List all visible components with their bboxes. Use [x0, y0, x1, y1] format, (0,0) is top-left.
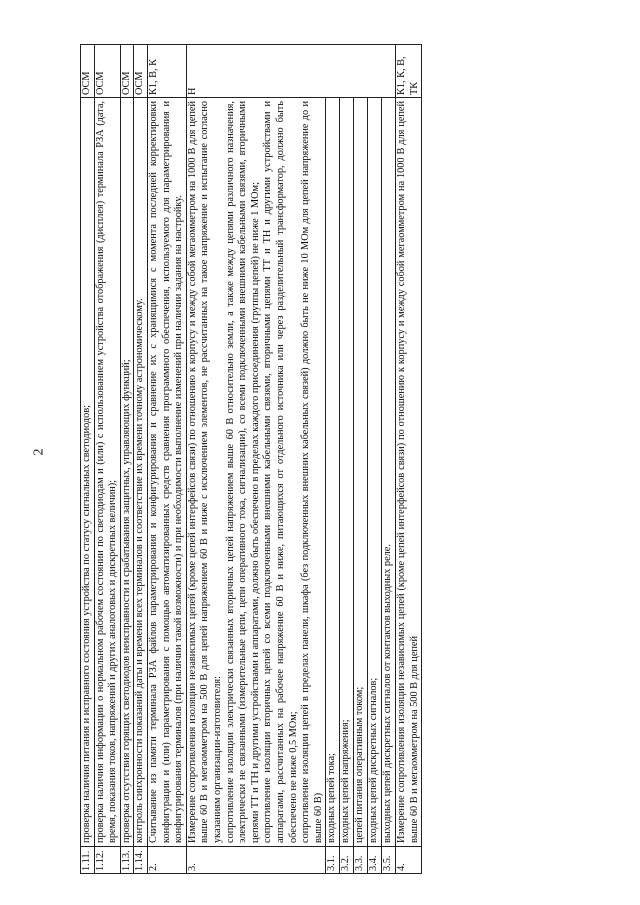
row-number: 3.4.: [368, 847, 382, 874]
row-description: входных цепей дискретных сигналов;: [368, 98, 382, 847]
row-number: 3.1.: [326, 847, 340, 874]
row-number: 2.: [147, 847, 186, 874]
row-description: входных цепей тока;: [326, 98, 340, 847]
page-number: 2: [31, 448, 47, 456]
row-number: 3.: [186, 847, 326, 874]
row-number: 3.3.: [354, 847, 368, 874]
rotated-page-content: [80, 44, 598, 874]
row-description: Считывание из памяти терминала РЗА файлов параметрирования и конфигурирования и сравнение их с хранящимися с момента последней корректировки конфигурации и (или) параметрирования с помощью автоматизированных средств сравнения программного обеспечения, используемого для параметрирования и конфигурирования терминалов (при наличии такой возможности) и при необходимости выполнение изменений при наличии задания на настройку.: [147, 98, 186, 847]
table-row: [396, 45, 422, 874]
row-maintenance-type: ОСМ: [134, 45, 148, 98]
row-maintenance-type: К1, В, К: [147, 45, 186, 98]
row-number: 1.13.: [120, 847, 134, 874]
row-description-text: сопротивление изоляции электрически связанных вторичных цепей напряжением выше 60 В относительно земли, а также между цепями различного назначения, электрически не связанными (измерительные цепи, цепи оперативного тока, сигнализации), со всеми подключенными внешними кабельными связями, вторичными цепями ТТ и ТН и другими устройствами и аппаратами, должно быть обеспечено в пределах каждого присоединения (группы цепей) не ниже 1 МОм;: [224, 101, 261, 843]
table-row: [134, 45, 148, 874]
maintenance-table: [80, 44, 422, 874]
row-maintenance-type: К1, К, В, ТК: [396, 45, 422, 98]
table-row: [382, 45, 396, 874]
row-description: контроль синхронности показаний даты и времени всех терминалов и соответствие их времени точному астрономическому.: [134, 98, 148, 847]
table-row: [186, 45, 326, 874]
row-description-text: сопротивление изоляции цепей в пределах панели, шкафа (без подключенных внешних кабельных связей) должно быть не ниже 10 МОм для цепей напряжение до и выше 60 В): [300, 101, 324, 843]
row-number: 3.2.: [340, 847, 354, 874]
row-number: 3.5.: [382, 847, 396, 874]
row-number: 1.12.: [94, 847, 120, 874]
table-row: [81, 45, 95, 874]
row-description: проверка отсутствия горящих светодиодов неисправности и срабатывания защитных, управляющих функций;: [120, 98, 134, 847]
table-row: [340, 45, 354, 874]
row-description: проверка наличия питания и исправного состояния устройства по статусу сигнальных светодиодов;: [81, 98, 95, 847]
table-row: [147, 45, 186, 874]
row-maintenance-type: ОСМ: [81, 45, 95, 98]
row-number: 1.14.: [134, 847, 148, 874]
row-maintenance-type: ОСМ: [120, 45, 134, 98]
table-row: [94, 45, 120, 874]
table-row: [368, 45, 382, 874]
row-description: выходных цепей дискретных сигналов от контактов выходных реле.: [382, 98, 396, 847]
row-description-text: сопротивление изоляции вторичных цепей со всеми подключенными внешними кабельными связями, вторичными цепями ТТ и ТН и другими устройствами и аппаратами, рассчитанных на рабочее напряжение 60 В и ниже, питающихся от отдельного источника или через разделительный трансформатор, должно быть обеспечено не ниже 0,5 МОм;: [262, 101, 299, 843]
row-description-text: Измерение сопротивления изоляции независимых цепей (кроме цепей интерфейсов связи) по отношению к корпусу и между собой мегаомметром на 1000 В для цепей выше 60 В и мегаомметром на 500 В для цепей напряжением 60 В и ниже с исключением элементов, не рассчитанных на такое напряжение и испытание согласно указаниям организации-изготовителя:: [186, 101, 223, 843]
row-description: Измерение сопротивления изоляции независимых цепей (кроме цепей интерфейсов связи) по отношению к корпусу и между собой мегаомметром на 1000 В для цепей выше 60 В и мегаомметром на 500 В для цепей: [396, 98, 422, 847]
row-description: проверка наличия информации о нормальном рабочем состоянии по светодиодам и (или) с использованием устройства отображения (дисплея) терминала РЗА (дата, время, показания токов, напряжений и других аналоговых и дискретных величин);: [94, 98, 120, 847]
row-description: цепей питания оперативным током;: [354, 98, 368, 847]
row-number: 1.11.: [81, 847, 95, 874]
row-maintenance-type: Н: [186, 45, 396, 98]
table-row: [354, 45, 368, 874]
row-number: 4.: [396, 847, 422, 874]
row-description: [186, 98, 326, 847]
table-row: [120, 45, 134, 874]
row-maintenance-type: ОСМ: [94, 45, 120, 98]
row-description: входных цепей напряжения;: [340, 98, 354, 847]
table-row: [326, 45, 340, 874]
